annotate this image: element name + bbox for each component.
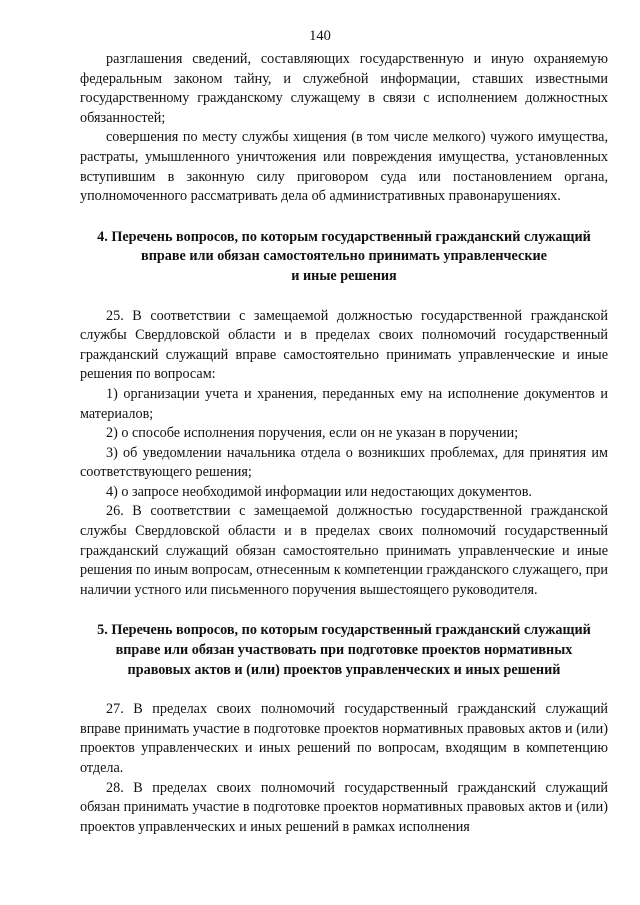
paragraph-25: 25. В соответствии с замещаемой должностью государственной гражданской службы Свердловской области и в пределах своих полномочий государственный гражданский служащий вправе самостоятельно принимать управленческие и иные решения по вопросам:: [80, 307, 608, 383]
list-item-25-2: 2) о способе исполнения поручения, если он не указан в поручении;: [106, 425, 519, 442]
section-5-heading: [80, 621, 608, 680]
page-number: 140: [309, 28, 331, 44]
list-item-25-3: 3) об уведомлении начальника отдела о возникших проблемах, для принятия им соответствующего решения;: [80, 444, 608, 481]
section-4-heading-line-3: и иные решения: [291, 267, 397, 284]
paragraph-28: 28. В пределах своих полномочий государственный гражданский служащий обязан принимать участие в подготовке проектов нормативных правовых актов и (или) проектов управленческих и иных решений в рамках исполнения: [80, 779, 608, 835]
list-item-25-4: 4) о запросе необходимой информации или недостающих документов.: [106, 483, 532, 500]
section-4-heading-line-1: 4. Перечень вопросов, по которым государственный гражданский служащий: [97, 228, 591, 245]
list-item-25-1: 1) организации учета и хранения, переданных ему на исполнение документов и материалов;: [80, 385, 608, 422]
document-body: [80, 50, 608, 837]
paragraph-continuation: разглашения сведений, составляющих государственную и иную охраняемую федеральным законом тайну, и служебной информации, ставших известными государственному гражданскому служащему в связи с исполнением должностных обязанностей;: [80, 51, 608, 126]
paragraph-27: 27. В пределах своих полномочий государственный гражданский служащий вправе принимать участие в подготовке проектов нормативных правовых актов и (или) проектов управленческих и иных решений по вопросам, входящим в компетенцию отдела.: [80, 701, 608, 776]
section-4-heading-line-2: вправе или обязан самостоятельно принимать управленческие: [141, 248, 547, 265]
section-4-heading: [80, 228, 608, 287]
paragraph-embezzlement: совершения по месту службы хищения (в том числе мелкого) чужого имущества, растраты, умышленного уничтожения или повреждения имущества, установленных вступившим в законную силу приговором суда или постановлением органа, уполномоченного рассматривать дела об административных правонарушениях.: [80, 129, 608, 205]
section-5-heading-line-3: правовых актов и (или) проектов управленческих и иных решений: [127, 661, 561, 678]
paragraph-26: 26. В соответствии с замещаемой должностью государственной гражданской службы Свердловской области и в пределах своих полномочий государственный гражданский служащий обязан самостоятельно принимать управленческие и иные решения по иным вопросам, отнесенным к компетенции гражданского служащего, при наличии устного или письменного поручения вышестоящего руководителя.: [80, 503, 608, 598]
section-5-heading-line-1: 5. Перечень вопросов, по которым государственный гражданский служащий: [97, 622, 591, 639]
section-5-heading-line-2: вправе или обязан участвовать при подготовке проектов нормативных: [115, 642, 573, 659]
